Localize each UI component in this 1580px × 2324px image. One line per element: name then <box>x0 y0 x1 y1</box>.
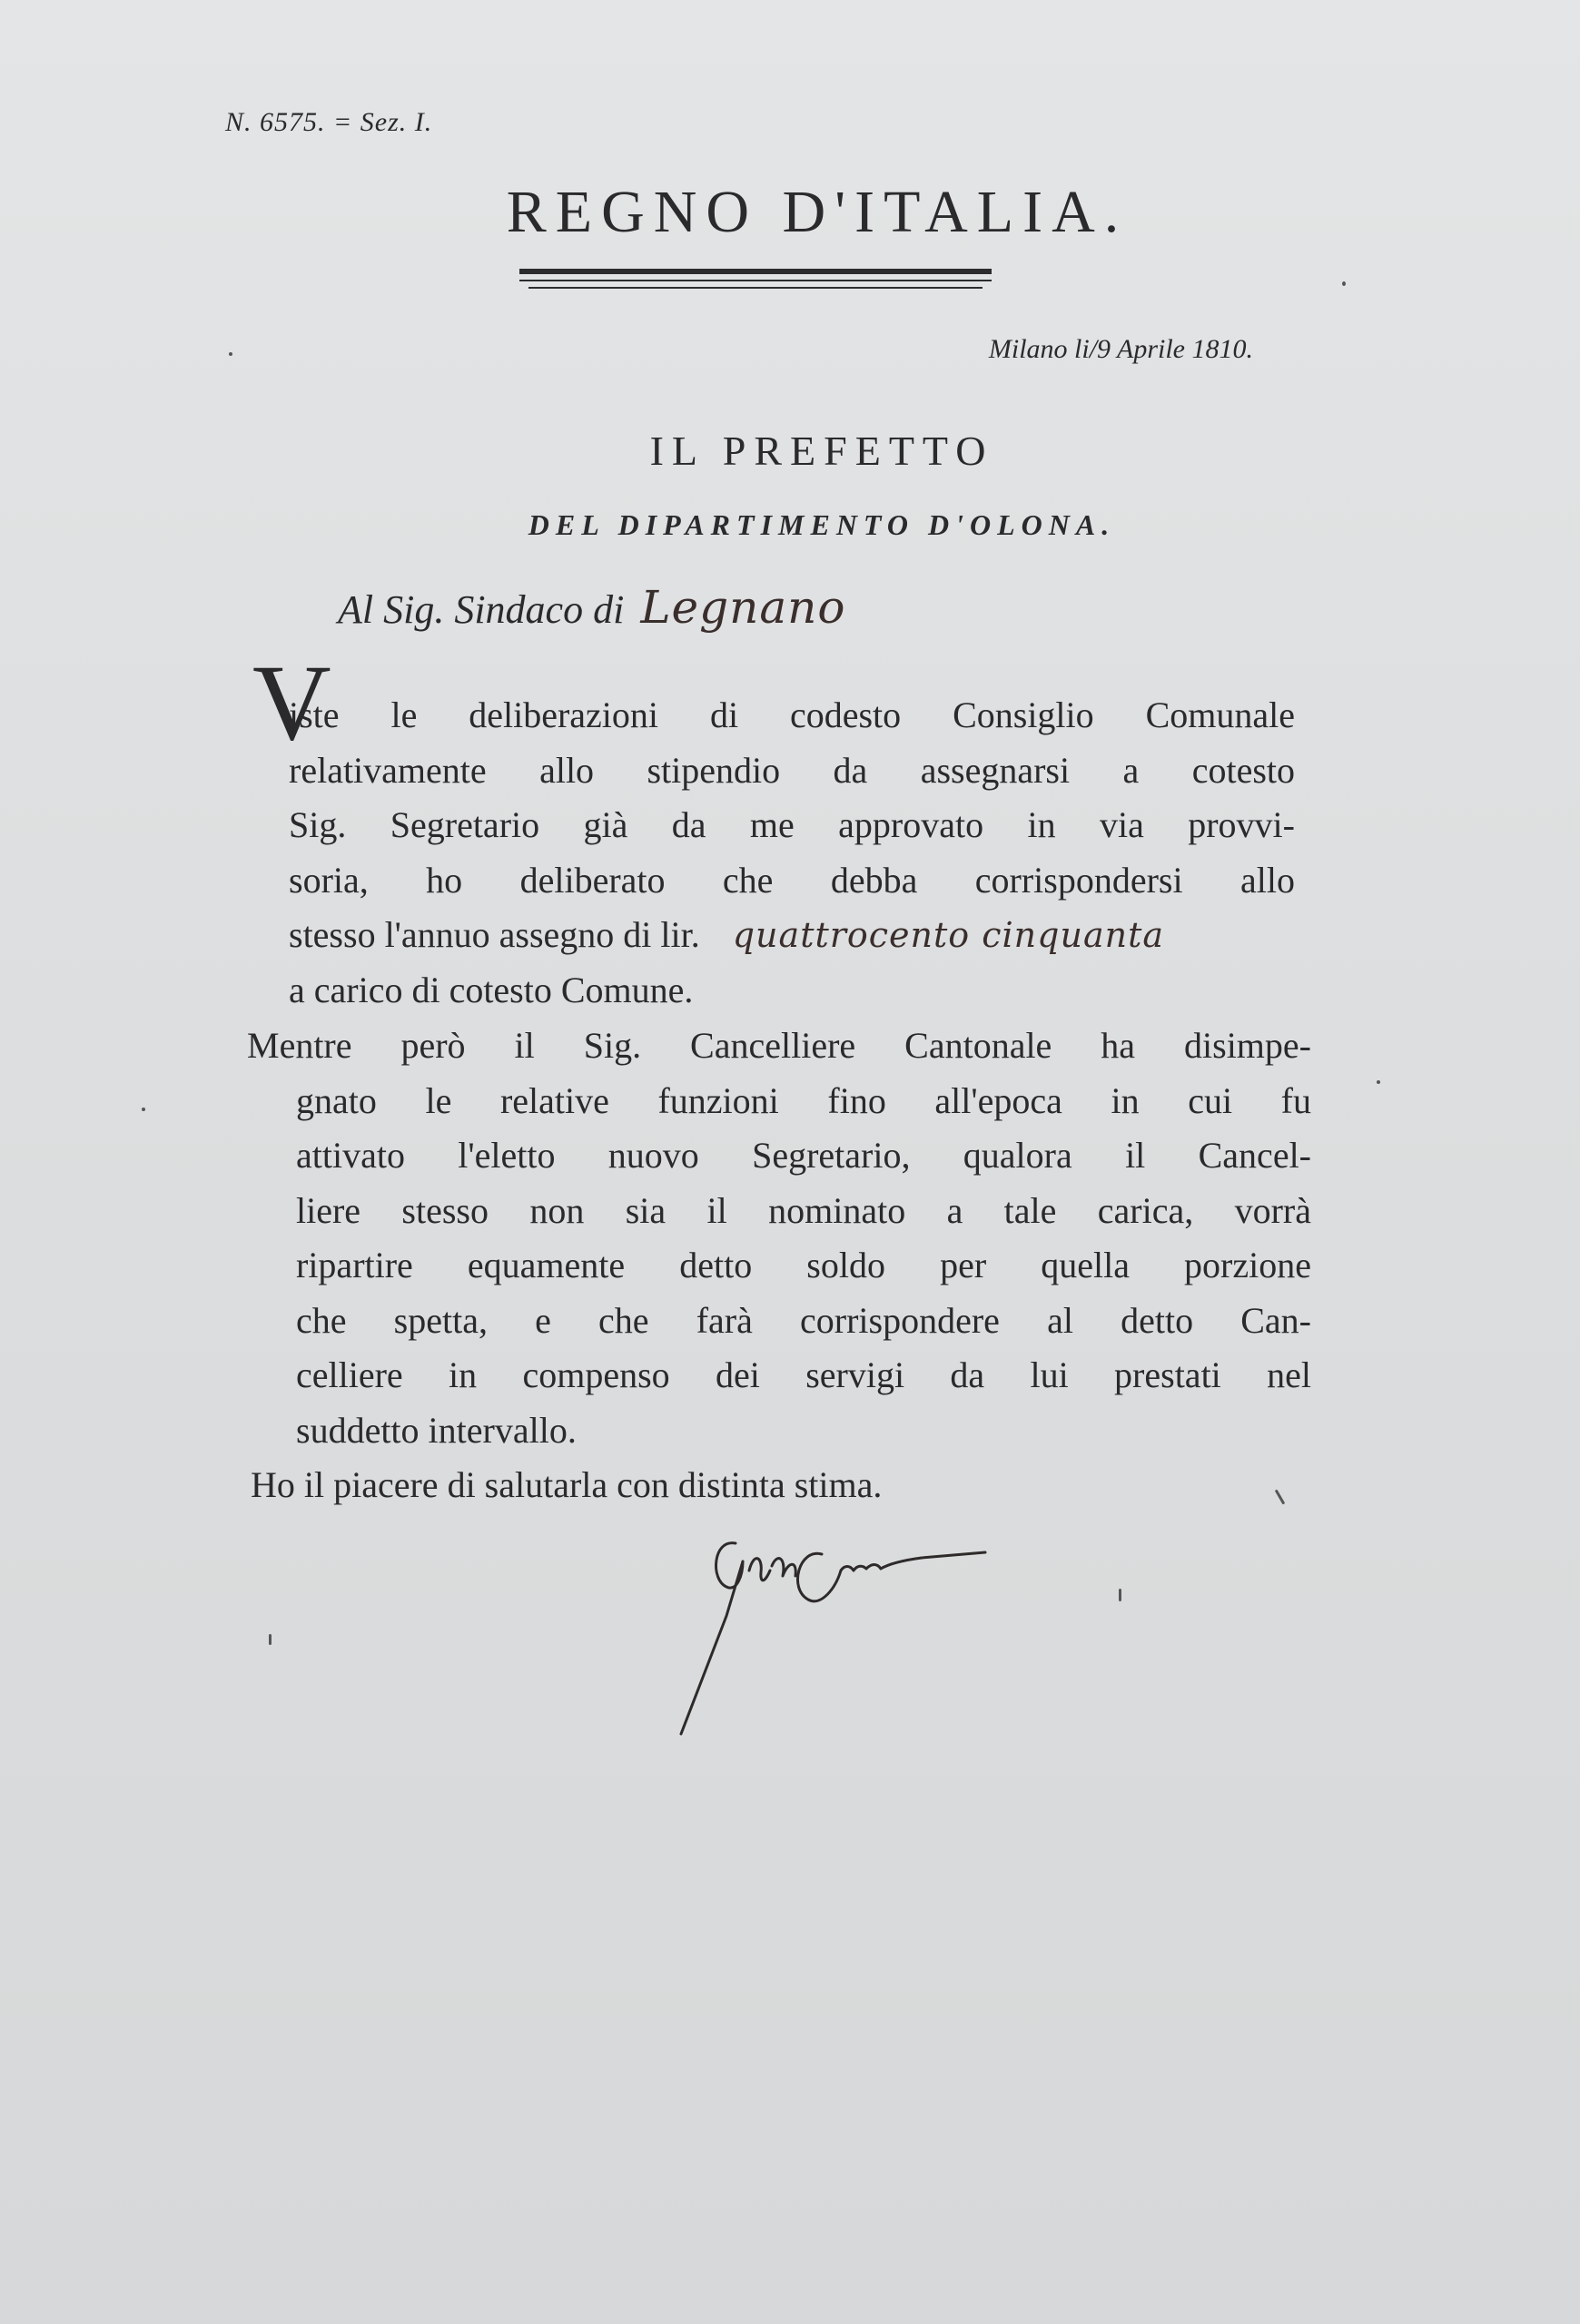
title-rule-thin-lower <box>528 287 983 289</box>
paragraph-2-line: ripartire equamente detto soldo per quella porzione <box>296 1245 1311 1285</box>
signature <box>627 1516 1062 1752</box>
title-rule-thick <box>519 269 992 274</box>
paper-speck <box>1377 1080 1380 1084</box>
reference-number: N. 6575. = Sez. I. <box>225 107 433 137</box>
addressee-printed: Al Sig. Sindaco di <box>338 587 625 632</box>
paper-speck <box>1119 1589 1121 1601</box>
paragraph-1-line: soria, ho deliberato che debba corrispondersi allo <box>289 859 1295 901</box>
amount-handwritten: quattrocento cinquanta <box>732 915 1165 955</box>
place-date: Milano li/9 Aprile 1810. <box>988 334 1253 364</box>
sender-office: IL PREFETTO <box>649 428 994 474</box>
closing-line: Ho il piacere di salutarla con distinta stima. <box>251 1464 883 1505</box>
paragraph-1 <box>289 688 1295 1018</box>
paragraph-2-line: suddetto intervallo. <box>296 1409 577 1451</box>
paper-speck <box>229 352 232 356</box>
paragraph-2-line: Mentre però il Sig. Cancelliere Cantonale ha disimpe- <box>247 1025 1311 1066</box>
paragraph-2-line: che spetta, e che farà corrispondere al detto Can- <box>296 1299 1311 1341</box>
paragraph-2-line: liere stesso non sia il nominato a tale carica, vorrà <box>296 1189 1311 1231</box>
addressee-handwritten: Legnano <box>640 581 846 634</box>
sender-department: DEL DIPARTIMENTO D'OLONA. <box>528 508 1116 541</box>
paragraph-2-line: gnato le relative funzioni fino all'epoca in cui fu <box>296 1079 1311 1121</box>
paper-speck <box>269 1634 272 1645</box>
paragraph-2 <box>247 1019 1311 1458</box>
paragraph-2-line: attivato l'eletto nuovo Segretario, qualora il Cancel- <box>296 1135 1311 1176</box>
paper-speck <box>1342 281 1346 286</box>
document-title: REGNO D'ITALIA. <box>506 179 1129 245</box>
title-rule-thin <box>519 280 992 281</box>
paragraph-1-line-amount <box>289 908 1295 963</box>
addressee-line <box>338 581 845 634</box>
drop-cap: V <box>252 642 331 763</box>
paragraph-2-line: celliere in compenso dei servigi da lui prestati nel <box>296 1354 1311 1395</box>
paragraph-1-line: Sig. Segretario già da me approvato in via provvi- <box>289 804 1295 845</box>
paragraph-1-line: iste le deliberazioni di codesto Consiglio Comunale <box>289 694 1295 735</box>
paragraph-1-line: relativamente allo stipendio da assegnarsi a cotesto <box>289 749 1295 791</box>
paper-speck <box>142 1108 145 1111</box>
paragraph-1-line: a carico di cotesto Comune. <box>289 969 694 1010</box>
paper-speck <box>1275 1489 1286 1504</box>
amount-label: stesso l'annuo assegno di lir. <box>289 914 700 955</box>
